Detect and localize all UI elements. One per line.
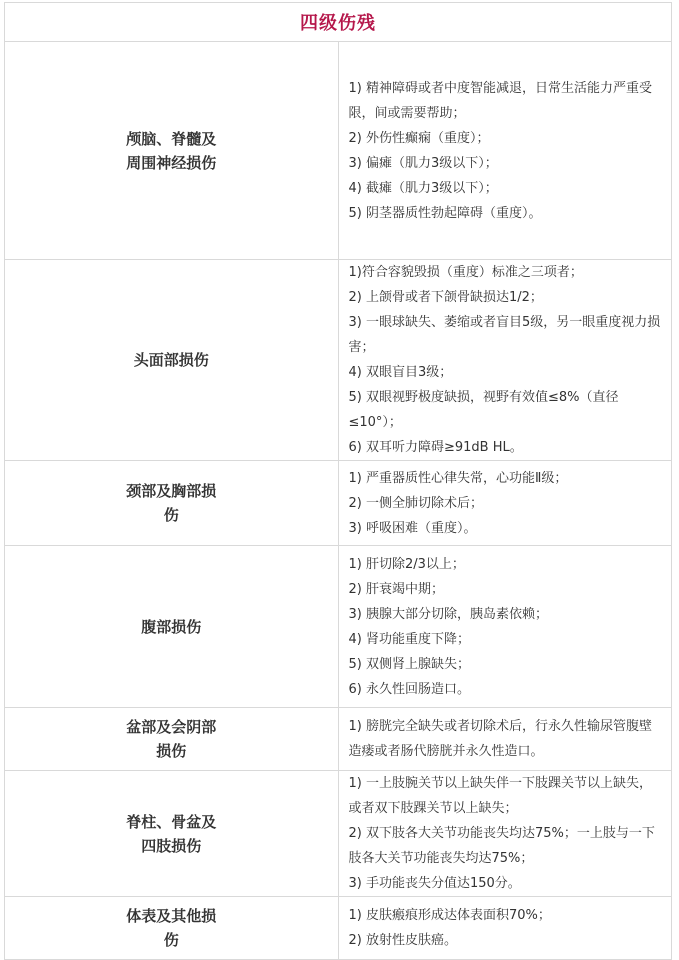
injury-item: 6) 永久性回肠造口。 xyxy=(348,681,470,697)
injury-item: 1) 严重器质性心律失常，心功能Ⅱ级； xyxy=(348,470,568,486)
injury-item: 2) 肝衰竭中期； xyxy=(348,581,444,597)
injury-item: 3) 偏瘫（肌力3级以下）； xyxy=(348,155,498,171)
injury-item: 3) 一眼球缺失、萎缩或者盲目5级，另一眼重度视力损害； xyxy=(348,315,661,355)
injury-category xyxy=(5,897,339,960)
table-row xyxy=(5,897,672,960)
table-row xyxy=(5,771,672,897)
injury-category xyxy=(5,546,339,708)
injury-items xyxy=(338,546,672,708)
injury-category xyxy=(5,708,339,771)
injury-item: 1) 膀胱完全缺失或者切除术后，行永久性输尿管腹壁造瘘或者肠代膀胱并永久性造口。 xyxy=(348,719,652,759)
table-body xyxy=(5,42,672,960)
injury-item: 2) 上颌骨或者下颌骨缺损达1/2； xyxy=(348,290,543,305)
table-title-row xyxy=(5,3,672,42)
injury-item: 5) 阴茎器质性勃起障碍（重度）。 xyxy=(348,205,542,221)
table-title: 四级伤残 xyxy=(5,3,672,42)
injury-item: 1) 肝切除2/3以上； xyxy=(348,556,465,572)
injury-category-label: 脊柱、骨盆及四肢损伤 xyxy=(126,812,217,855)
injury-category-label: 颈部及胸部损伤 xyxy=(126,482,217,524)
injury-item: 4) 截瘫（肌力3级以下）； xyxy=(348,180,498,196)
table-row xyxy=(5,260,672,461)
injury-items xyxy=(338,260,672,461)
table-row xyxy=(5,42,672,260)
injury-items xyxy=(338,771,672,897)
disability-grade-table xyxy=(4,2,672,960)
injury-item: 1) 一上肢腕关节以上缺失伴一下肢踝关节以上缺失，或者双下肢踝关节以上缺失； xyxy=(348,776,652,816)
injury-category xyxy=(5,461,339,546)
injury-item: 3) 胰腺大部分切除，胰岛素依赖； xyxy=(348,606,548,622)
injury-item: 1) 精神障碍或者中度智能减退，日常生活能力严重受限，间或需要帮助； xyxy=(348,80,652,121)
injury-category-label: 腹部损伤 xyxy=(141,617,202,636)
injury-category-label: 颅脑、脊髓及周围神经损伤 xyxy=(126,129,217,172)
injury-item: 5) 双眼视野极度缺损，视野有效值≤8%（直径≤10°）； xyxy=(348,390,619,430)
injury-items xyxy=(338,461,672,546)
table-row xyxy=(5,708,672,771)
injury-item: 4) 肾功能重度下降； xyxy=(348,631,470,647)
injury-item: 1)符合容貌毁损（重度）标准之三项者； xyxy=(348,265,583,280)
injury-item: 4) 双眼盲目3级； xyxy=(348,365,453,380)
injury-category-label: 体表及其他损伤 xyxy=(126,907,217,949)
table-row xyxy=(5,461,672,546)
injury-category-label: 头面部损伤 xyxy=(133,351,209,369)
injury-category xyxy=(5,260,339,461)
injury-items xyxy=(338,708,672,771)
injury-item: 3) 手功能丧失分值达150分。 xyxy=(348,876,521,891)
injury-items xyxy=(338,42,672,260)
table-row xyxy=(5,546,672,708)
injury-category xyxy=(5,771,339,897)
injury-item: 2) 双下肢各大关节功能丧失均达75%；一上肢与一下肢各大关节功能丧失均达75%； xyxy=(348,826,655,866)
injury-item: 1) 皮肤瘢痕形成达体表面积70%； xyxy=(348,908,551,923)
injury-category-label: 盆部及会阴部损伤 xyxy=(126,718,217,760)
injury-item: 5) 双侧肾上腺缺失； xyxy=(348,656,470,672)
injury-item: 6) 双耳听力障碍≥91dB HL。 xyxy=(348,440,523,455)
injury-item: 2) 外伤性癫痫（重度）； xyxy=(348,130,490,146)
injury-item: 2) 一侧全肺切除术后； xyxy=(348,495,483,511)
injury-items xyxy=(338,897,672,960)
injury-category xyxy=(5,42,339,260)
injury-item: 2) 放射性皮肤癌。 xyxy=(348,933,457,948)
injury-item: 3) 呼吸困难（重度）。 xyxy=(348,520,477,536)
